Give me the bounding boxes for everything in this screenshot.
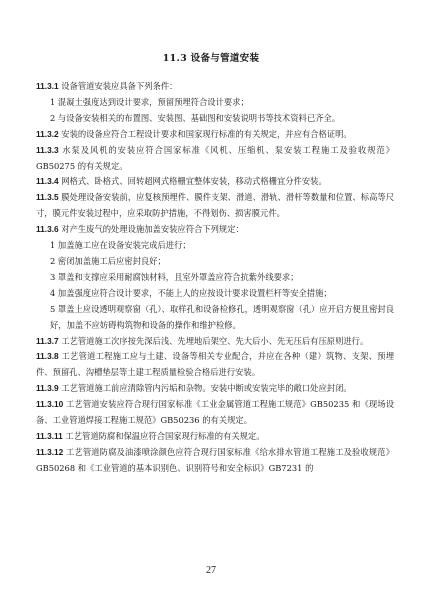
section-body — [36, 79, 394, 477]
clause-paragraph — [36, 143, 394, 175]
section-title: 11.3 设备与管道安装 — [162, 53, 260, 64]
clause-number: 11.3.2 — [36, 128, 59, 139]
clause-number: 11.3.10 — [36, 399, 64, 410]
clause-number: 11.3.4 — [36, 176, 59, 187]
paragraph-text: 设备管道安装应具备下列条件： — [61, 81, 178, 91]
paragraph-text: 2 密闭加盖施工后应密封良好； — [50, 255, 166, 266]
paragraph-text: 5 罩盖上应设透明观察窗（孔）、取样孔和设备检修孔，透明观察窗（孔）应开启方便且密封良好，加盖不应妨碍构筑物和设备的操作和维护检修。 — [50, 303, 394, 330]
paragraph-text: 水泵及风机的安装应符合国家标准《风机、压缩机、泵安装工程施工及验收规范》GB50275 的有关规定。 — [36, 144, 394, 171]
clause-number: 11.3.5 — [36, 192, 59, 203]
paragraph-text: 膜处理设备安装前，应复核预埋件、膜件支架、滑道、滑轨、滑杆等数量和位置、标高等尺寸，膜元件安装过程中，应采取防护措施，不得划伤、损害膜元件。 — [36, 192, 394, 219]
paragraph-text: 对产生废气的处理设施加盖安装应符合下列规定： — [61, 224, 244, 235]
clause-number: 11.3.6 — [36, 224, 59, 235]
list-item — [36, 254, 394, 270]
paragraph-text: 1 混凝土强度达到设计要求，预留预埋符合设计要求； — [50, 96, 249, 107]
paragraph-text: 3 罩盖和支撑应采用耐腐蚀材料，且室外罩盖应符合抗紫外线要求； — [50, 271, 299, 282]
clause-paragraph — [36, 349, 394, 381]
clause-paragraph — [36, 222, 394, 238]
clause-paragraph — [36, 381, 394, 397]
clause-number: 11.3.3 — [36, 144, 59, 155]
clause-paragraph — [36, 445, 394, 477]
clause-paragraph — [36, 79, 394, 95]
paragraph-text: 4 加盖强度应符合设计要求，不能上人的应按设计要求设置栏杆等安全措施； — [50, 287, 332, 298]
clause-paragraph — [36, 397, 394, 429]
clause-paragraph — [36, 190, 394, 222]
list-item — [36, 238, 394, 254]
clause-number: 11.3.1 — [36, 81, 59, 91]
list-item — [36, 286, 394, 302]
clause-number: 11.3.8 — [36, 351, 59, 362]
paragraph-text: 工艺管道防腐和保温应符合国家现行标准的有关规定。 — [65, 430, 265, 441]
clause-number: 11.3.12 — [36, 446, 64, 457]
paragraph-text: 安装的设备应符合工程设计要求和国家现行标准的有关规定，并应有合格证明。 — [61, 128, 352, 139]
page-number: 27 — [206, 565, 216, 576]
list-item — [36, 302, 394, 334]
paragraph-text: 工艺管道安装应符合现行国家标准《工业金属管道工程施工规范》GB50235 和《现场设备、工业管道焊接工程施工规范》GB50236 的有关规定。 — [36, 399, 394, 426]
clause-paragraph — [36, 429, 394, 445]
clause-paragraph — [36, 174, 394, 190]
paragraph-text: 工艺管道施工次序按先深后浅、先埋地后架空、先大后小、先无压后有压原则进行。 — [61, 335, 369, 346]
clause-paragraph — [36, 334, 394, 350]
paragraph-text: 网格式、卧格式、回转超网式格栅宜整体安装，移动式格栅宜分件安装。 — [61, 176, 327, 187]
paragraph-text: 2 与设备安装相关的布置图、安装图、基础图和安装说明书等技术资料已齐全。 — [50, 112, 341, 123]
clause-number: 11.3.9 — [36, 383, 59, 394]
paragraph-text: 1 加盖施工应在设备安装完成后进行； — [50, 240, 191, 251]
paragraph-text: 工艺管道防腐及油漆喷涂颜色应符合现行国家标准《给水排水管道工程施工及验收规范》GB50268 和《工业管道的基本识别色、识别符号和安全标识》GB7231 的 — [36, 446, 394, 473]
clause-number: 11.3.11 — [36, 430, 63, 441]
list-item — [36, 111, 394, 127]
clause-paragraph — [36, 127, 394, 143]
list-item — [36, 95, 394, 111]
list-item — [36, 270, 394, 286]
paragraph-text: 工艺管道施工前应清除管内污垢和杂物。安装中断或安装完毕的敞口处应封闭。 — [61, 383, 352, 394]
paragraph-text: 工艺管道工程施工应与土建、设备等相关专业配合，并应在各种（建）筑物、支架、预埋件、预留孔、沟槽垫层等土建工程质量检验合格后进行安装。 — [36, 351, 394, 378]
clause-number: 11.3.7 — [36, 335, 59, 346]
